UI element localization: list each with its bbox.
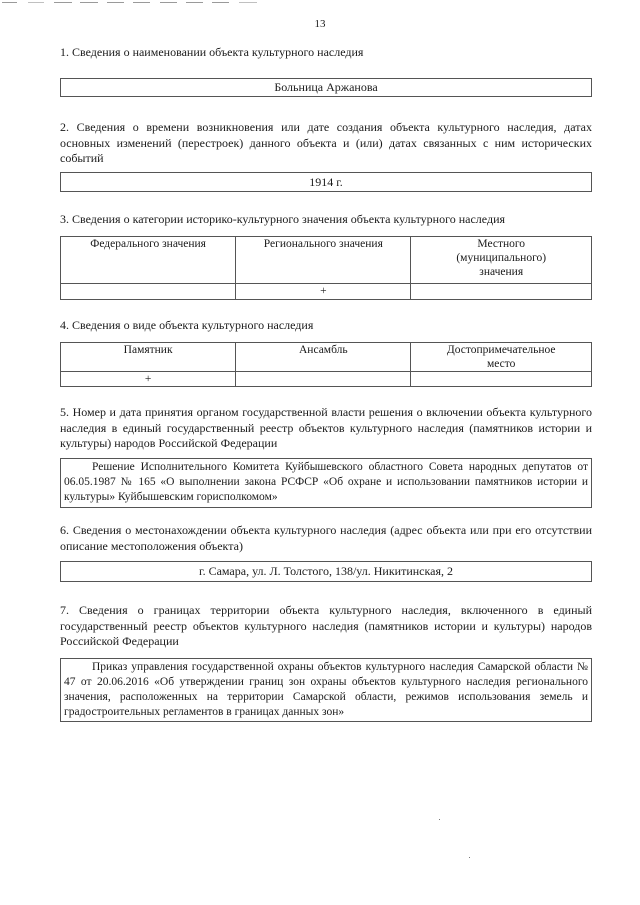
section-5-value-box [60, 458, 592, 508]
scan-artifact-dashes [0, 0, 260, 6]
section-4-heading: 4. Сведения о виде объекта культурного наследия [60, 318, 314, 332]
section-3-heading: 3. Сведения о категории историко-культурного значения объекта культурного наследия [60, 212, 506, 226]
type-value-monument: + [61, 372, 236, 387]
category-header-federal: Федерального значения [61, 237, 236, 284]
category-table [60, 236, 592, 300]
scan-speck [439, 819, 440, 820]
section-7-heading: 7. Сведения о границах территории объекта культурного наследия, включенного в единый государственный реестр объектов культурного наследия (памятников истории и культуры) народов Российской Федерации [60, 603, 592, 648]
category-value-federal [61, 284, 236, 300]
section-5-heading: 5. Номер и дата принятия органом государственной власти решения о включении объекта культурного наследия в единый государственный реестр объектов культурного наследия (памятников истории и культуры) народов Российской Федерации [60, 405, 592, 450]
category-header-regional: Регионального значения [236, 237, 411, 284]
type-header-monument: Памятник [61, 343, 236, 372]
page-number: 13 [314, 18, 326, 30]
section-6-value-box [60, 561, 592, 582]
creation-date: 1914 г. [309, 175, 343, 189]
type-value-ensemble [236, 372, 411, 387]
boundaries-order: Приказ управления государственной охраны объектов культурного наследия Самарской области № 47 от 20.06.2016 «Об утверждении границ зон охраны объектов культурного наследия регионального значения, расположенных на территории Самарской области, режимов использования земель и градостроительных регламентов в границах данных зон» [64, 661, 588, 718]
section-2-value-box [60, 172, 592, 192]
registry-decision: Решение Исполнительного Комитета Куйбышевского областного Совета народных депутатов от 06.05.1987 № 165 «О выполнении закона РСФСР «Об охране и использовании памятников истории и культуры» Куйбышевским горисполкомом» [64, 461, 588, 503]
type-header-ensemble: Ансамбль [236, 343, 411, 372]
category-value-local [411, 284, 592, 300]
category-header-local: Местного (муниципального) значения [411, 237, 592, 284]
type-value-landmark [411, 372, 592, 387]
category-value-regional: + [236, 284, 411, 300]
section-2-heading: 2. Сведения о времени возникновения или дате создания объекта культурного наследия, датах основных изменений (перестроек) данного объекта и (или) датах связанных с ним исторических событий [60, 120, 592, 165]
section-1-value-box [60, 78, 592, 97]
type-table [60, 342, 592, 387]
section-7-value-box [60, 658, 592, 722]
type-header-landmark: Достопримечательное место [411, 343, 592, 372]
address: г. Самара, ул. Л. Толстого, 138/ул. Никитинская, 2 [199, 564, 453, 578]
section-6-heading: 6. Сведения о местонахождении объекта культурного наследия (адрес объекта или при его отсутствии описание местоположения объекта) [60, 523, 592, 553]
section-1-heading: 1. Сведения о наименовании объекта культурного наследия [60, 45, 364, 59]
scan-speck [469, 857, 470, 858]
object-name: Больница Аржанова [274, 80, 378, 94]
